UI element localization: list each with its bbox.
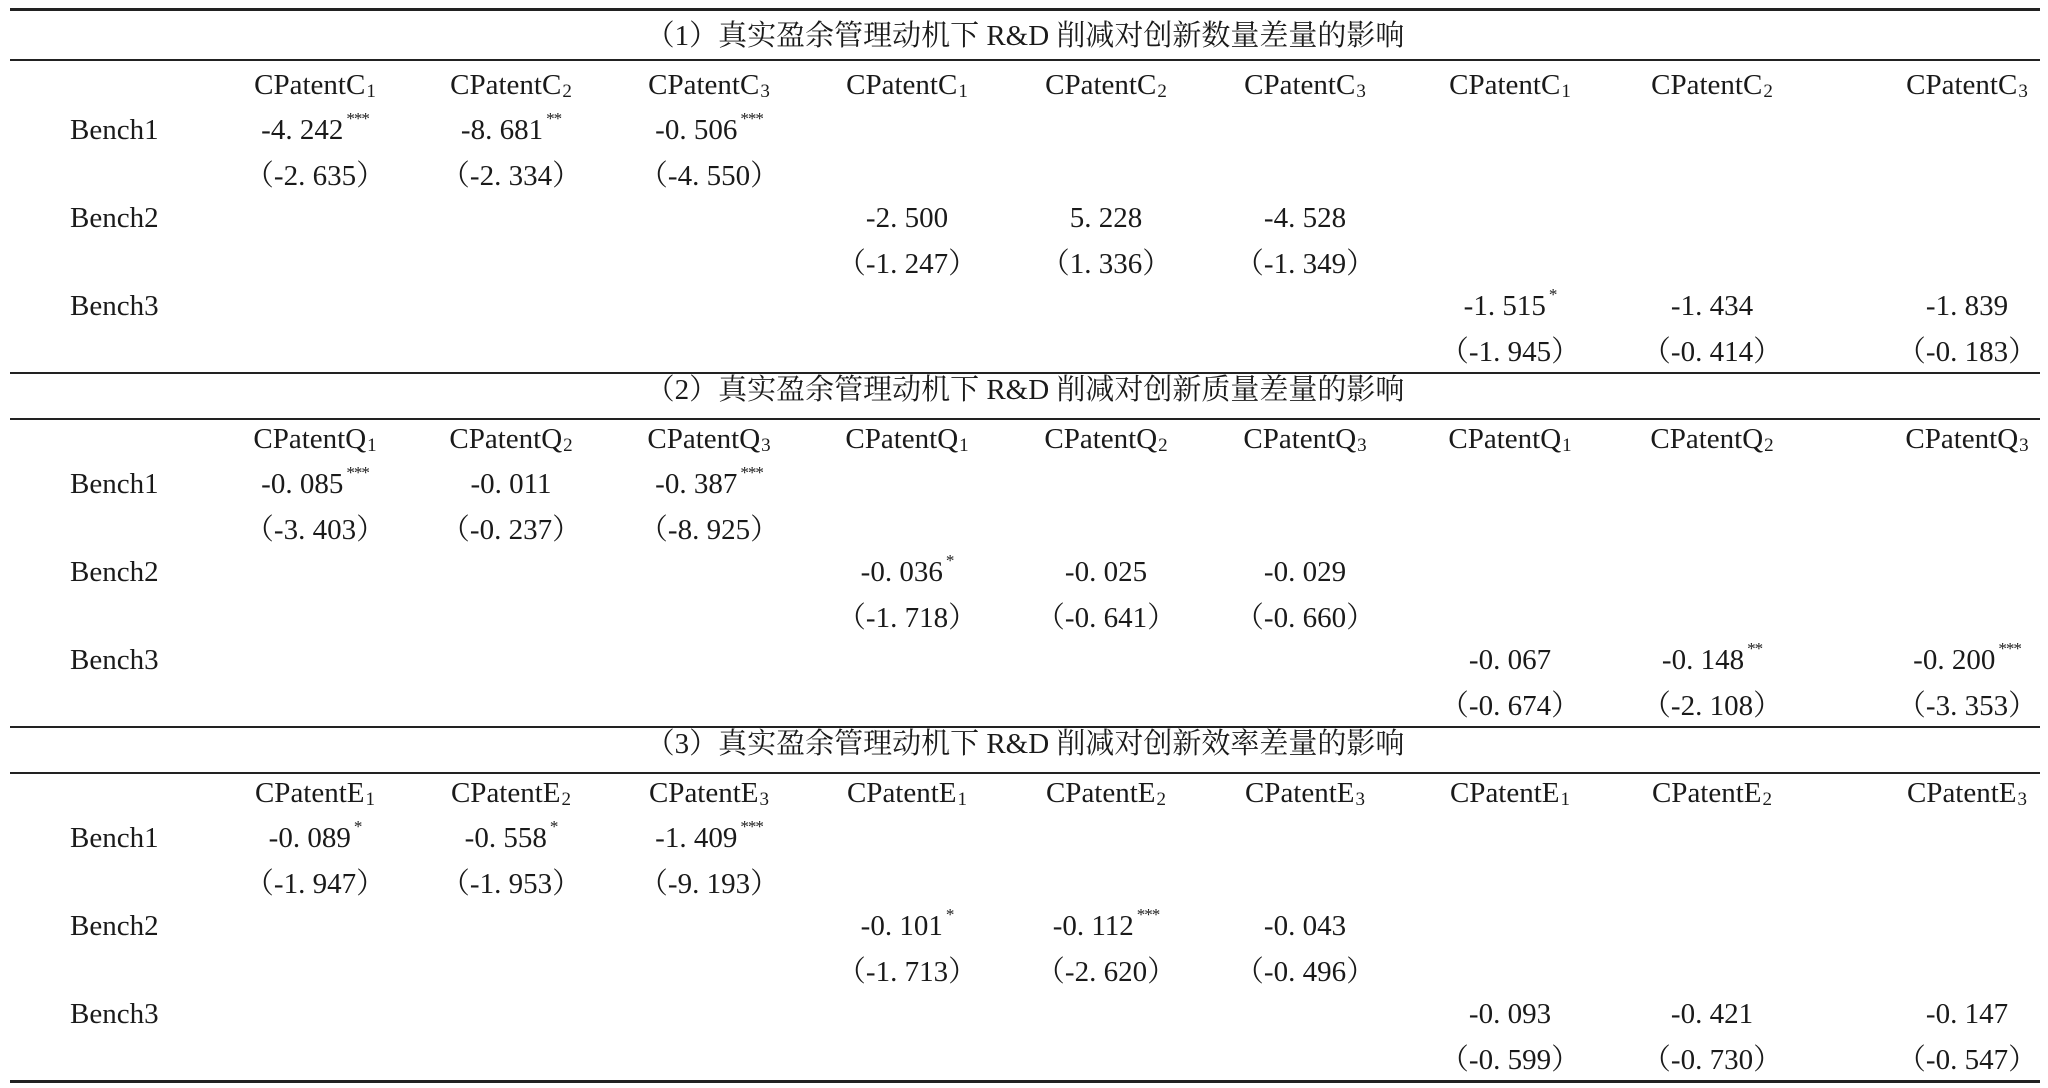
coefficient-cell: [1612, 638, 1812, 682]
coefficient-value: -0. 029: [1263, 555, 1347, 588]
column-header-base: CPatentE: [1906, 776, 2017, 809]
coefficient-cell: [1410, 284, 1610, 328]
t-statistic-cell: （-0. 414）: [1641, 335, 1783, 368]
coefficient-cell: [1410, 638, 1610, 682]
rule-line: [10, 1080, 2040, 1083]
coefficient-value: 5. 228: [1069, 201, 1143, 234]
column-header-base: CPatentC: [648, 68, 760, 101]
t-statistic-cell: （-2. 108）: [1641, 689, 1783, 722]
coefficient-cell: [609, 816, 809, 860]
t-statistic-cell: （-0. 730）: [1641, 1043, 1783, 1076]
column-header: [609, 63, 809, 107]
column-header: [1867, 417, 2048, 461]
column-header: [1006, 63, 1206, 107]
column-header-subscript: 3: [2017, 789, 2028, 810]
coefficient-cell: [1612, 284, 1812, 328]
column-header-base: CPatentQ: [1243, 422, 1357, 455]
coefficient-cell: [1006, 550, 1206, 594]
column-header: [215, 771, 415, 815]
significance-stars: *: [1548, 285, 1557, 304]
significance-stars: ***: [1998, 639, 2021, 658]
column-header-subscript: 2: [1156, 789, 1167, 810]
column-header-base: CPatentE: [1449, 776, 1560, 809]
column-header-subscript: 2: [1763, 81, 1773, 102]
column-header: [1410, 771, 1610, 815]
column-header: [411, 771, 611, 815]
row-label: Bench1: [70, 467, 159, 500]
column-header-subscript: 2: [1157, 81, 1167, 102]
column-header-subscript: 3: [2018, 81, 2028, 102]
column-header-base: CPatentQ: [1905, 422, 2019, 455]
column-header: [1006, 417, 1206, 461]
column-header: [1410, 417, 1610, 461]
column-header-subscript: 1: [957, 789, 968, 810]
column-header-subscript: 3: [759, 789, 770, 810]
panel-title: （2）真实盈余管理动机下 R&D 削减对创新质量差量的影响: [645, 373, 1405, 406]
coefficient-value: -1. 839: [1925, 289, 2009, 322]
t-statistic-cell: （-0. 547）: [1896, 1043, 2038, 1076]
coefficient-value: -0. 085: [261, 467, 344, 500]
column-header-base: CPatentQ: [647, 422, 761, 455]
column-header-subscript: 2: [562, 81, 572, 102]
t-statistic-cell: （-1. 953）: [440, 867, 582, 900]
t-statistic-cell: （-2. 620）: [1035, 955, 1177, 988]
coefficient-value: -0. 147: [1925, 997, 2009, 1030]
column-header-subscript: 2: [1764, 435, 1774, 456]
coefficient-cell: [1006, 196, 1206, 240]
significance-stars: ***: [740, 463, 763, 482]
column-header: [215, 417, 415, 461]
coefficient-cell: [215, 108, 415, 152]
t-statistic-cell: （-0. 237）: [440, 513, 582, 546]
coefficient-cell: [807, 550, 1007, 594]
column-header: [1205, 417, 1405, 461]
significance-stars: *: [945, 905, 954, 924]
coefficient-value: -0. 101: [860, 909, 943, 942]
coefficient-cell: [1205, 196, 1405, 240]
significance-stars: **: [546, 109, 562, 128]
significance-stars: *: [353, 817, 362, 836]
coefficient-cell: [411, 108, 611, 152]
significance-stars: **: [1747, 639, 1763, 658]
column-header-subscript: 2: [561, 789, 572, 810]
coefficient-value: -0. 148: [1661, 643, 1745, 676]
column-header-base: CPatentQ: [1044, 422, 1158, 455]
significance-stars: ***: [346, 109, 369, 128]
column-header-base: CPatentC: [1449, 68, 1561, 101]
coefficient-cell: [609, 108, 809, 152]
column-header-subscript: 2: [563, 435, 573, 456]
coefficient-value: -0. 421: [1670, 997, 1754, 1030]
column-header-base: CPatentE: [254, 776, 365, 809]
column-header-base: CPatentC: [1045, 68, 1157, 101]
column-header-base: CPatentQ: [449, 422, 563, 455]
column-header-base: CPatentC: [1244, 68, 1356, 101]
column-header-base: CPatentC: [846, 68, 958, 101]
t-statistic-cell: （-4. 550）: [638, 159, 780, 192]
panel-title: （3）真实盈余管理动机下 R&D 削减对创新效率差量的影响: [645, 727, 1405, 760]
coefficient-cell: [1205, 904, 1405, 948]
coefficient-value: -0. 043: [1263, 909, 1347, 942]
coefficient-cell: [215, 462, 415, 506]
column-header-base: CPatentE: [846, 776, 957, 809]
coefficient-cell: [807, 904, 1007, 948]
t-statistic-cell: （-3. 353）: [1896, 689, 2038, 722]
coefficient-value: -4. 528: [1263, 201, 1347, 234]
coefficient-value: -0. 089: [268, 821, 351, 854]
column-header: [1612, 417, 1812, 461]
column-header: [609, 417, 809, 461]
t-statistic-cell: （-1. 247）: [836, 247, 978, 280]
significance-stars: *: [945, 551, 954, 570]
row-label: Bench1: [70, 821, 159, 854]
coefficient-cell: [1410, 992, 1610, 1036]
column-header-subscript: 1: [1562, 435, 1572, 456]
coefficient-value: -0. 036: [860, 555, 943, 588]
column-header-subscript: 3: [1357, 435, 1367, 456]
column-header-base: CPatentC: [1651, 68, 1763, 101]
column-header-base: CPatentE: [1244, 776, 1355, 809]
t-statistic-cell: （-1. 945）: [1439, 335, 1581, 368]
t-statistic-cell: （-3. 403）: [244, 513, 386, 546]
coefficient-value: -0. 387: [655, 467, 738, 500]
column-header-subscript: 1: [1561, 81, 1571, 102]
significance-stars: ***: [740, 109, 763, 128]
row-label: Bench3: [70, 289, 159, 322]
significance-stars: *: [549, 817, 558, 836]
t-statistic-cell: （-0. 183）: [1896, 335, 2038, 368]
coefficient-cell: [1867, 284, 2048, 328]
column-header: [807, 771, 1007, 815]
column-header-subscript: 1: [365, 789, 376, 810]
row-label: Bench2: [70, 201, 159, 234]
column-header-subscript: 3: [1355, 789, 1366, 810]
column-header-subscript: 1: [958, 81, 968, 102]
column-header-base: CPatentE: [1651, 776, 1762, 809]
column-header-subscript: 3: [760, 81, 770, 102]
column-header-subscript: 3: [1356, 81, 1366, 102]
t-statistic-cell: （-0. 641）: [1035, 601, 1177, 634]
row-label: Bench1: [70, 113, 159, 146]
coefficient-cell: [1612, 992, 1812, 1036]
t-statistic-cell: （1. 336）: [1040, 247, 1172, 280]
column-header-subscript: 3: [761, 435, 771, 456]
coefficient-cell: [1006, 904, 1206, 948]
column-header-subscript: 1: [1560, 789, 1571, 810]
column-header-base: CPatentQ: [845, 422, 959, 455]
coefficient-value: -8. 681: [460, 113, 544, 146]
significance-stars: ***: [740, 817, 763, 836]
rule-line: [10, 59, 2040, 61]
coefficient-value: -1. 434: [1670, 289, 1754, 322]
coefficient-value: -0. 506: [655, 113, 738, 146]
coefficient-value: -0. 558: [464, 821, 547, 854]
column-header: [215, 63, 415, 107]
row-label: Bench3: [70, 643, 159, 676]
column-header-subscript: 3: [2019, 435, 2029, 456]
coefficient-cell: [807, 196, 1007, 240]
row-label: Bench2: [70, 909, 159, 942]
t-statistic-cell: （-0. 496）: [1234, 955, 1376, 988]
column-header: [807, 63, 1007, 107]
column-header: [1205, 63, 1405, 107]
column-header-base: CPatentC: [254, 68, 366, 101]
coefficient-cell: [609, 462, 809, 506]
column-header: [1612, 63, 1812, 107]
row-label: Bench2: [70, 555, 159, 588]
column-header-base: CPatentQ: [1650, 422, 1764, 455]
significance-stars: ***: [1136, 905, 1160, 924]
coefficient-value: -0. 112: [1052, 909, 1134, 942]
column-header: [1867, 771, 2048, 815]
t-statistic-cell: （-1. 349）: [1234, 247, 1376, 280]
column-header: [411, 417, 611, 461]
significance-stars: ***: [346, 463, 369, 482]
column-header: [609, 771, 809, 815]
coefficient-value: -0. 093: [1468, 997, 1552, 1030]
column-header: [1006, 771, 1206, 815]
t-statistic-cell: （-1. 713）: [836, 955, 978, 988]
t-statistic-cell: （-2. 334）: [440, 159, 582, 192]
column-header-base: CPatentE: [1045, 776, 1156, 809]
rule-line: [10, 8, 2040, 11]
coefficient-value: -0. 011: [470, 467, 552, 500]
column-header: [1867, 63, 2048, 107]
coefficient-value: -0. 025: [1064, 555, 1148, 588]
column-header-subscript: 2: [1158, 435, 1168, 456]
panel-title: （1）真实盈余管理动机下 R&D 削减对创新数量差量的影响: [645, 19, 1405, 52]
coefficient-cell: [411, 816, 611, 860]
coefficient-cell: [1867, 992, 2048, 1036]
t-statistic-cell: （-0. 599）: [1439, 1043, 1581, 1076]
coefficient-cell: [1205, 550, 1405, 594]
t-statistic-cell: （-8. 925）: [638, 513, 780, 546]
t-statistic-cell: （-1. 718）: [836, 601, 978, 634]
coefficient-value: -1. 409: [655, 821, 738, 854]
row-label: Bench3: [70, 997, 159, 1030]
column-header-base: CPatentQ: [1448, 422, 1562, 455]
t-statistic-cell: （-0. 660）: [1234, 601, 1376, 634]
column-header: [1410, 63, 1610, 107]
column-header: [411, 63, 611, 107]
t-statistic-cell: （-1. 947）: [244, 867, 386, 900]
t-statistic-cell: （-9. 193）: [638, 867, 780, 900]
column-header-subscript: 1: [366, 81, 376, 102]
coefficient-cell: [411, 462, 611, 506]
coefficient-value: -4. 242: [261, 113, 344, 146]
column-header-base: CPatentQ: [253, 422, 367, 455]
coefficient-value: -1. 515: [1463, 289, 1546, 322]
coefficient-value: -0. 200: [1913, 643, 1996, 676]
coefficient-cell: [215, 816, 415, 860]
t-statistic-cell: （-0. 674）: [1439, 689, 1581, 722]
column-header-base: CPatentE: [450, 776, 561, 809]
column-header-base: CPatentC: [450, 68, 562, 101]
coefficient-value: -0. 067: [1468, 643, 1552, 676]
column-header-base: CPatentC: [1906, 68, 2018, 101]
column-header-base: CPatentE: [648, 776, 759, 809]
column-header: [1612, 771, 1812, 815]
column-header-subscript: 1: [959, 435, 969, 456]
column-header-subscript: 1: [367, 435, 377, 456]
t-statistic-cell: （-2. 635）: [244, 159, 386, 192]
coefficient-value: -2. 500: [865, 201, 949, 234]
coefficient-cell: [1867, 638, 2048, 682]
column-header: [1205, 771, 1405, 815]
column-header-subscript: 2: [1762, 789, 1773, 810]
column-header: [807, 417, 1007, 461]
